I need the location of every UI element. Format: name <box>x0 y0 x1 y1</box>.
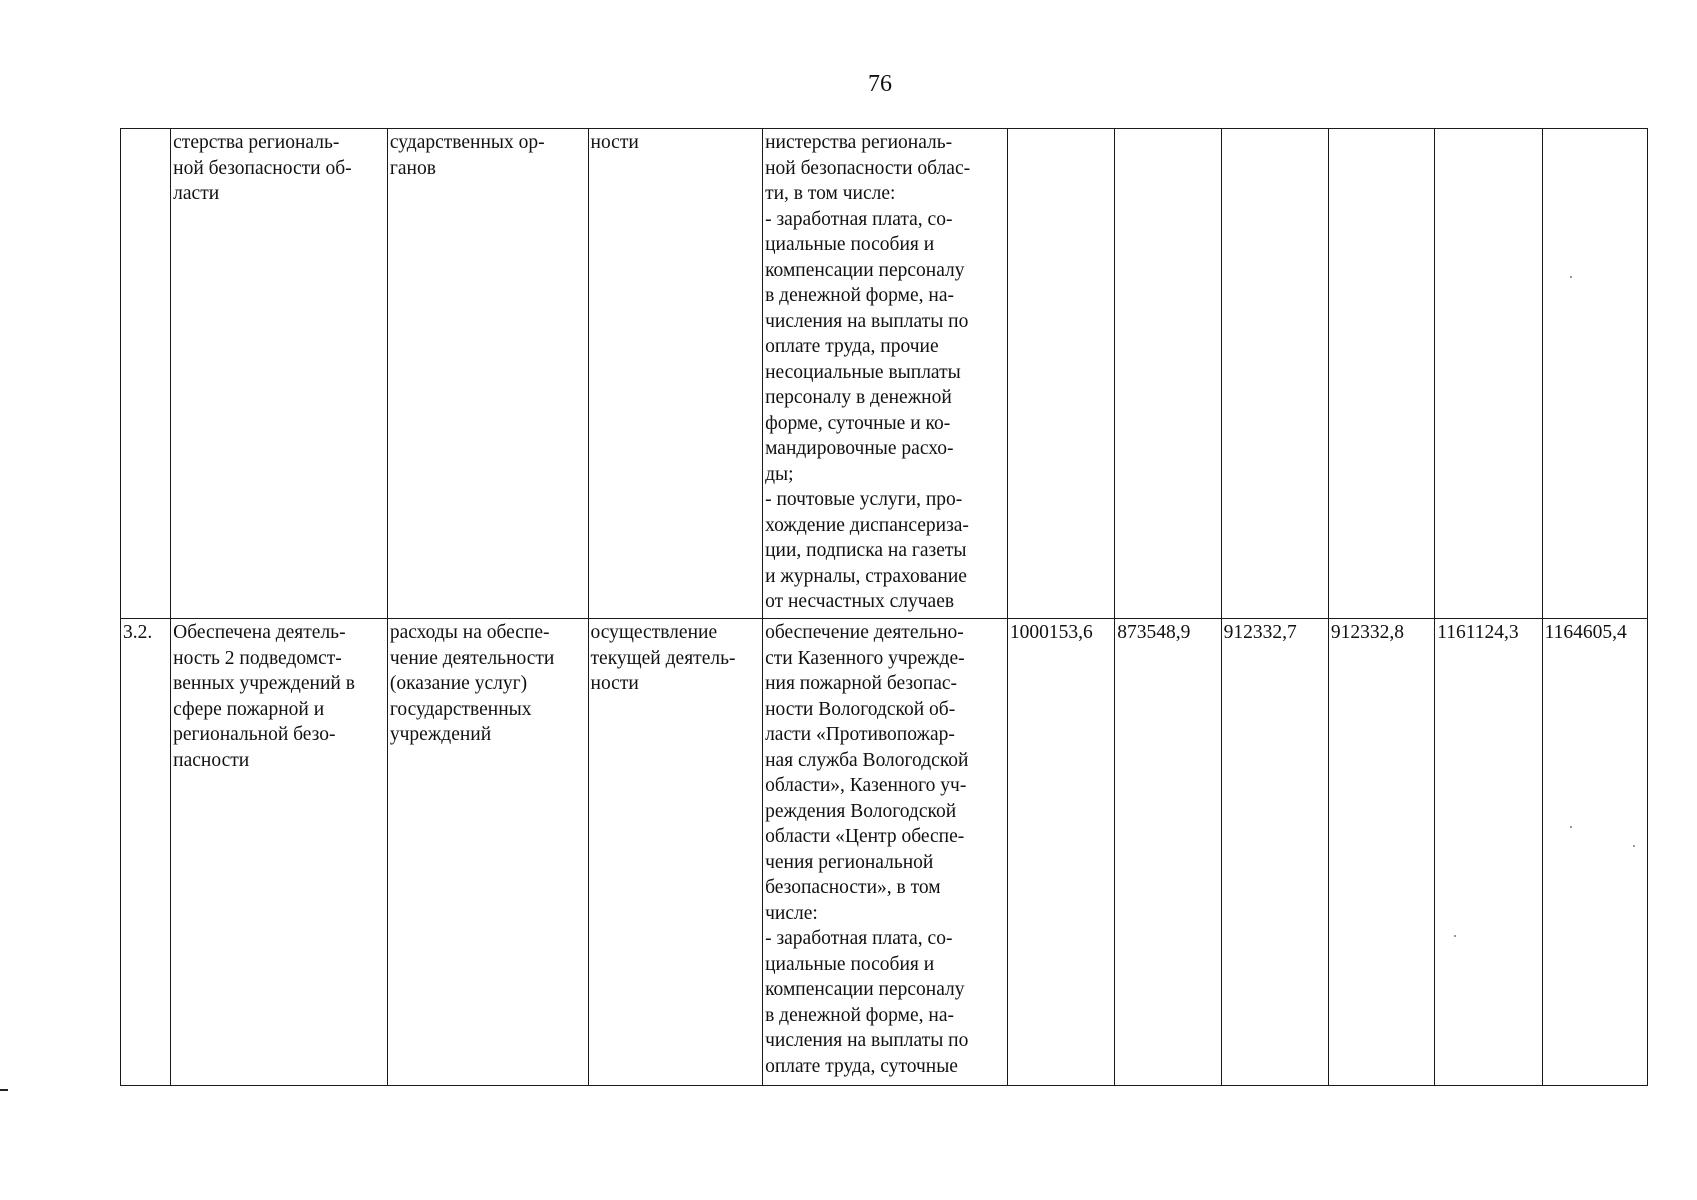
cell-text-line: чения региональной <box>765 851 934 873</box>
page-number: 76 <box>868 71 892 97</box>
result-cell <box>171 129 388 619</box>
cell-text-line: сти Казенного учрежде- <box>765 647 965 669</box>
cell-text-line: венных учреждений в <box>173 673 355 694</box>
cell-text-line: персоналу в денежной <box>765 387 952 408</box>
cell-text-line: Обеспечена деятель- <box>173 622 346 643</box>
cell-text-line: ности <box>590 673 639 694</box>
cell-text-line: ти, в том числе: <box>765 183 896 204</box>
cell-text-line: чение деятельности <box>389 647 555 669</box>
value-cell-2 <box>1115 129 1221 619</box>
cell-text-line: текущей деятель- <box>590 647 736 669</box>
cell-text-line: и журналы, страхование <box>765 565 967 587</box>
cell-text-line: безопасности», в том <box>765 877 941 898</box>
cell-text-line: обеспечение деятельно- <box>765 622 964 643</box>
value-cell-2: 873548,9 <box>1115 619 1221 1086</box>
value-cell-1 <box>1007 129 1114 619</box>
scan-dust-dot <box>1633 845 1635 847</box>
cell-text-line: ности <box>590 132 639 153</box>
cell-text-line: расходы на обеспе- <box>389 622 550 643</box>
cell-text-line: от несчастных случаев <box>765 591 955 612</box>
expense-type-cell <box>387 619 588 1086</box>
description-cell <box>763 129 1008 619</box>
cell-text-line: ласти <box>173 183 220 204</box>
value-cell-4 <box>1328 129 1434 619</box>
cell-text-line: числения на выплаты по <box>765 1030 969 1051</box>
budget-table <box>120 128 1648 1086</box>
cell-text-line: в денежной форме, на- <box>765 1004 954 1026</box>
cell-text-line: ды; <box>765 463 794 485</box>
cell-text-line: - почтовые услуги, про- <box>765 489 963 510</box>
cell-text-line: ния пожарной безопас- <box>765 673 958 694</box>
description-cell <box>763 619 1008 1086</box>
cell-text-line: - заработная плата, со- <box>765 928 953 949</box>
cell-text-line: ности Вологодской об- <box>765 698 956 720</box>
cell-text-line: региональной безо- <box>173 724 336 745</box>
cell-text-line: реждения Вологодской <box>765 800 957 822</box>
scan-dust-dot <box>1570 826 1572 828</box>
cell-text-line: ной безопасности об- <box>173 157 352 179</box>
cell-text-line: ции, подписка на газеты <box>765 540 967 561</box>
cell-text-line: ганов <box>389 157 436 179</box>
cell-text-line: пасности <box>173 749 250 771</box>
cell-text-line: учреждений <box>389 724 492 745</box>
cell-text-line: несоциальные выплаты <box>765 361 961 383</box>
cell-text-line: в денежной форме, на- <box>765 285 954 306</box>
row-index-cell: 3.2. <box>121 619 171 1086</box>
cell-text-line: компенсации персоналу <box>765 979 965 1000</box>
value-cell-6 <box>1542 129 1647 619</box>
row-index-cell <box>121 129 171 619</box>
cell-text-line: области», Казенного уч- <box>765 775 967 796</box>
cell-text-line: ласти «Противопожар- <box>765 724 955 745</box>
value-cell-6: 1164605,4 <box>1542 619 1647 1086</box>
cell-text-line: нистерства региональ- <box>765 132 953 153</box>
cell-text-line: оплате труда, прочие <box>765 336 939 357</box>
cell-text-line: ность 2 подведомст- <box>173 647 342 669</box>
scan-dust-dot <box>1570 276 1572 278</box>
value-cell-5: 1161124,3 <box>1435 619 1542 1086</box>
cell-text-line: - заработная плата, со- <box>765 208 953 230</box>
scan-margin-mark <box>0 1089 8 1091</box>
value-cell-5 <box>1435 129 1542 619</box>
cell-text-line: циальные пособия и <box>765 953 935 975</box>
value-cell-4: 912332,8 <box>1328 619 1434 1086</box>
cell-text-line: стерства региональ- <box>173 132 340 153</box>
value-cell-1: 1000153,6 <box>1007 619 1114 1086</box>
activity-cell <box>588 619 763 1086</box>
value-cell-3 <box>1221 129 1328 619</box>
cell-text-line: форме, суточные и ко- <box>765 412 951 434</box>
cell-text-line: мандировочные расхо- <box>765 438 954 459</box>
cell-text-line: осуществление <box>590 622 718 643</box>
cell-text-line: числения на выплаты по <box>765 310 969 332</box>
activity-cell <box>588 129 763 619</box>
cell-text-line: ной безопасности облас- <box>765 157 971 179</box>
cell-text-line: компенсации персоналу <box>765 259 965 281</box>
cell-text-line: сфере пожарной и <box>173 698 325 720</box>
value-cell-3: 912332,7 <box>1221 619 1328 1086</box>
cell-text-line: оплате труда, суточные <box>765 1055 958 1077</box>
cell-text-line: сударственных ор- <box>389 132 545 153</box>
expense-type-cell <box>387 129 588 619</box>
cell-text-line: ная служба Вологодской <box>765 749 969 771</box>
scan-dust-dot <box>1454 935 1456 937</box>
table-row <box>121 619 1648 1086</box>
cell-text-line: циальные пособия и <box>765 234 935 255</box>
cell-text-line: числе: <box>765 902 818 924</box>
table-row <box>121 129 1648 619</box>
cell-text-line: хождение диспансериза- <box>765 514 969 536</box>
cell-text-line: государственных <box>389 698 532 720</box>
result-cell <box>171 619 388 1086</box>
cell-text-line: (оказание услуг) <box>389 673 528 694</box>
cell-text-line: области «Центр обеспе- <box>765 826 965 847</box>
